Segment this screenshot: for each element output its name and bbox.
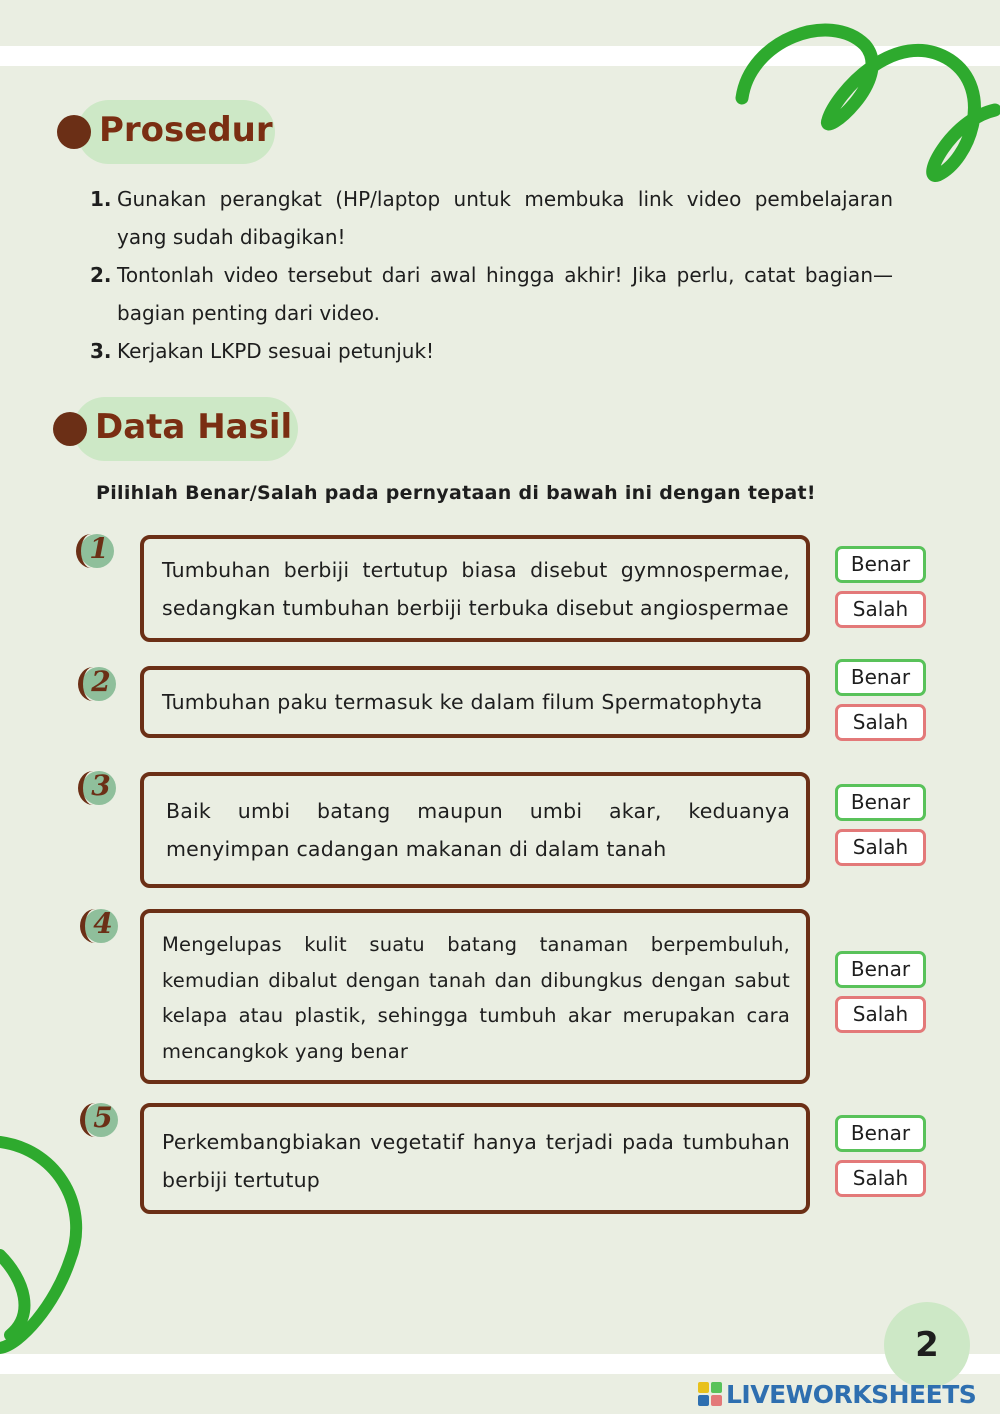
scribble-bottom-left-decoration	[0, 1130, 110, 1370]
question-number: 4	[93, 907, 113, 940]
question-statement: Tumbuhan paku termasuk ke dalam filum Spermatophyta	[162, 690, 763, 714]
instruction-text: Pilihlah Benar/Salah pada pernyataan di bawah ini dengan tepat!	[96, 482, 816, 504]
procedure-list	[90, 180, 893, 370]
question-statement: Tumbuhan berbiji tertutup biasa disebut gymnospermae, sedangkan tumbuhan berbiji terbuka disebut angiospermae	[162, 558, 790, 620]
salah-button[interactable]: Salah	[835, 996, 926, 1033]
question-statement-box	[140, 909, 810, 1084]
question-number-badge	[80, 909, 120, 943]
question-statement-box	[140, 666, 810, 738]
logo-square	[698, 1382, 709, 1393]
results-title: Data Hasil	[95, 407, 293, 447]
question-number: 3	[91, 769, 111, 802]
logo-square	[711, 1382, 722, 1393]
page-number: 2	[884, 1302, 970, 1388]
bottom-stripe	[0, 1354, 1000, 1374]
question-statement-box	[140, 535, 810, 642]
procedure-step-text: Kerjakan LKPD sesuai petunjuk!	[117, 339, 435, 363]
logo-square	[711, 1395, 722, 1406]
procedure-step	[90, 332, 893, 370]
question-statement: Perkembangbiakan vegetatif hanya terjadi pada tumbuhan berbiji tertutup	[162, 1130, 790, 1192]
bullet-dot-icon	[53, 412, 87, 446]
procedure-title: Prosedur	[99, 110, 273, 150]
procedure-step-text: Gunakan perangkat (HP/laptop untuk membuka link video pembelajaran yang sudah dibagikan!	[117, 187, 893, 249]
question-statement: Baik umbi batang maupun umbi akar, keduanya menyimpan cadangan makanan di dalam tanah	[166, 799, 790, 861]
question-statement-box	[140, 1103, 810, 1214]
salah-button[interactable]: Salah	[835, 829, 926, 866]
question-number: 1	[89, 532, 109, 565]
liveworksheets-brand: LIVEWORKSHEETS	[726, 1379, 977, 1409]
question-statement: Mengelupas kulit suatu batang tanaman berpembuluh, kemudian dibalut dengan tanah dan dibungkus dengan sabut kelapa atau plastik, sehingga tumbuh akar merupakan cara mencangkok yang benar	[162, 933, 790, 1063]
question-statement-box	[140, 772, 810, 888]
benar-button[interactable]: Benar	[835, 1115, 926, 1152]
question-number-badge	[78, 667, 118, 701]
procedure-step-number: 2.	[90, 263, 112, 287]
question-number: 2	[91, 665, 111, 698]
question-number: 5	[93, 1101, 113, 1134]
question-number-badge	[80, 1103, 120, 1137]
benar-button[interactable]: Benar	[835, 951, 926, 988]
procedure-step-text: Tontonlah video tersebut dari awal hingga akhir! Jika perlu, catat bagian—bagian penting dari video.	[117, 263, 893, 325]
scribble-top-right-decoration	[720, 0, 1000, 200]
question-number-badge	[76, 534, 116, 568]
question-number-badge	[78, 771, 118, 805]
procedure-step	[90, 256, 893, 332]
salah-button[interactable]: Salah	[835, 704, 926, 741]
procedure-step-number: 1.	[90, 187, 112, 211]
bullet-dot-icon	[57, 115, 91, 149]
benar-button[interactable]: Benar	[835, 546, 926, 583]
procedure-step	[90, 180, 893, 256]
salah-button[interactable]: Salah	[835, 591, 926, 628]
benar-button[interactable]: Benar	[835, 659, 926, 696]
liveworksheets-logo[interactable]	[698, 1377, 976, 1411]
liveworksheets-logo-icon	[698, 1382, 722, 1406]
salah-button[interactable]: Salah	[835, 1160, 926, 1197]
procedure-step-number: 3.	[90, 339, 112, 363]
logo-square	[698, 1395, 709, 1406]
benar-button[interactable]: Benar	[835, 784, 926, 821]
